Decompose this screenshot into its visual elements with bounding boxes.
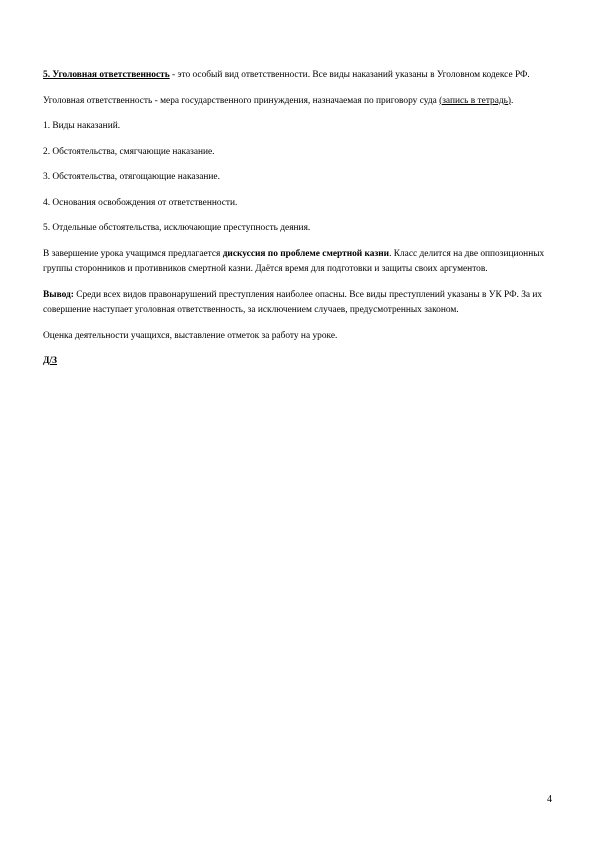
- page-number: 4: [547, 794, 552, 805]
- discussion-intro: В завершение урока учащимся предлагается: [43, 248, 223, 259]
- paragraph-discussion: [43, 247, 553, 278]
- discussion-text: . Класс делится на две оппозиционных группы сторонников и противников смертной казни. Даётся время для подготовки и защиты своих аргументов.: [43, 248, 545, 274]
- criminal-liability-term: 5. Уголовная ответственность: [43, 70, 170, 80]
- definition-end: .: [511, 95, 514, 106]
- paragraph-conclusion: [43, 288, 553, 319]
- list-item-4: 4. Основания освобождения от ответственности.: [43, 197, 238, 208]
- list-item-3: 3. Обстоятельства, отягощающие наказание.: [43, 172, 220, 182]
- list-item-5: 5. Отдельные обстоятельства, исключающие преступность деяния.: [43, 223, 311, 233]
- discussion-topic: дискуссия по проблеме смертной казни: [222, 248, 390, 259]
- paragraph-criminal-liability: [43, 68, 553, 84]
- list-item-1: 1. Виды наказаний.: [43, 121, 121, 131]
- conclusion-text: Среди всех видов правонарушений преступления наиболее опасны. Все виды преступлений указаны в УК РФ. За их совершение наступает уголовная ответственность, за исключением случаев, предусмотренных законом.: [43, 289, 543, 315]
- homework-heading: Д/З: [43, 356, 58, 366]
- notebook-note: (запись в тетрадь): [439, 95, 512, 106]
- paragraph-assessment: Оценка деятельности учащихся, выставление отметок за работу на уроке.: [43, 330, 338, 341]
- conclusion-label: Вывод:: [43, 289, 74, 300]
- definition-text: Уголовная ответственность - мера государственного принуждения, назначаемая по приговору суда: [43, 95, 440, 106]
- document-body: [43, 68, 553, 380]
- list-item-2: 2. Обстоятельства, смягчающие наказание.: [43, 146, 215, 157]
- criminal-liability-text: - это особый вид ответственности. Все виды наказаний указаны в Уголовном кодексе РФ.: [169, 70, 530, 80]
- paragraph-definition: [43, 94, 553, 110]
